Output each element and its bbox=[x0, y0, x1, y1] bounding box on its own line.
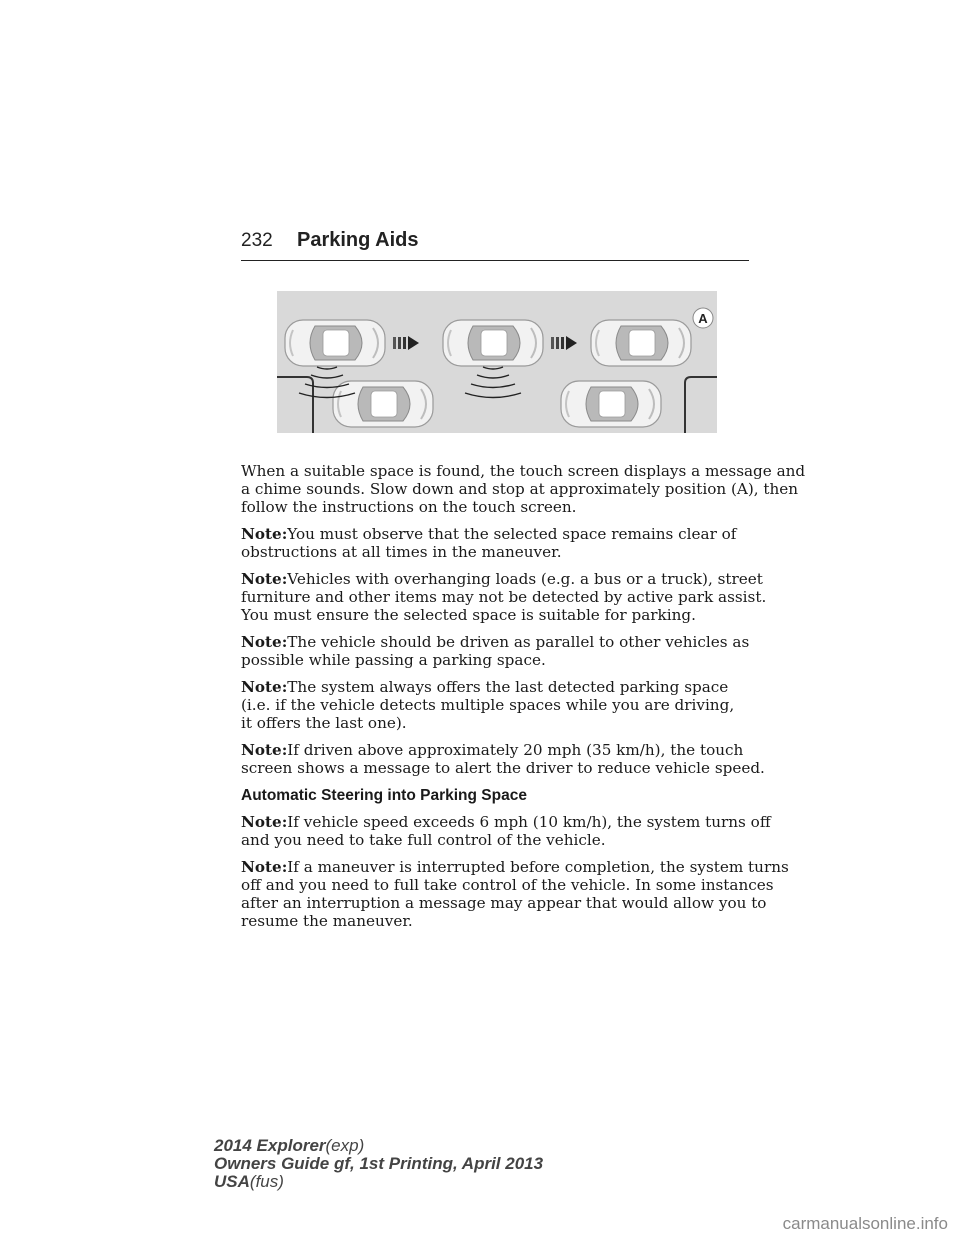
note-label: Note: bbox=[241, 741, 288, 759]
direction-arrow-1 bbox=[393, 336, 419, 350]
footer-market: USA bbox=[214, 1172, 250, 1191]
curb-right bbox=[685, 377, 717, 433]
footer-model: 2014 Explorer bbox=[214, 1136, 326, 1155]
parked-car-1 bbox=[333, 381, 433, 427]
parking-illustration bbox=[277, 291, 717, 433]
note-paragraph: Note:If a maneuver is interrupted before completion, the system turns off and you need to full take control of the vehicle. In some instances after an interruption a message may appear that would allow you to resume the maneuver. bbox=[241, 858, 789, 930]
sensor-waves-2 bbox=[465, 367, 521, 398]
note-paragraph: Note:If vehicle speed exceeds 6 mph (10 km/h), the system turns off and you need to take full control of the vehicle. bbox=[241, 813, 771, 849]
body-text bbox=[241, 462, 806, 939]
footer-model-code: (exp) bbox=[325, 1136, 365, 1155]
subheading: Automatic Steering into Parking Space bbox=[241, 787, 527, 804]
note-label: Note: bbox=[241, 633, 288, 651]
direction-arrow-2 bbox=[551, 336, 577, 350]
section-title: Parking Aids bbox=[297, 229, 419, 251]
note-label: Note: bbox=[241, 858, 288, 876]
footer-market-code: (fus) bbox=[249, 1172, 284, 1191]
moving-car-2 bbox=[443, 320, 543, 366]
note-label: Note: bbox=[241, 525, 288, 543]
note-label: Note: bbox=[241, 813, 288, 831]
note-paragraph: Note:The vehicle should be driven as parallel to other vehicles as possible while passing a parking space. bbox=[241, 633, 750, 669]
page-footer bbox=[214, 1137, 543, 1191]
note-label: Note: bbox=[241, 570, 288, 588]
note-paragraph: Note:The system always offers the last detected parking space (i.e. if the vehicle detects multiple spaces while you are driving, it offers the last one). bbox=[241, 678, 735, 732]
callout-a-label: A bbox=[698, 311, 708, 326]
intro-paragraph: When a suitable space is found, the touch screen displays a message and a chime sounds. Slow down and stop at approximately position (A), then follow the instructions on the touch screen. bbox=[241, 462, 806, 516]
page-header bbox=[241, 228, 749, 261]
note-paragraph: Note:You must observe that the selected space remains clear of obstructions at all times in the maneuver. bbox=[241, 525, 737, 561]
note-paragraph: Note:Vehicles with overhanging loads (e.g. a bus or a truck), street furniture and other items may not be detected by active park assist. You must ensure the selected space is suitable for parking. bbox=[241, 570, 767, 624]
note-paragraph: Note:If driven above approximately 20 mph (35 km/h), the touch screen shows a message to alert the driver to reduce vehicle speed. bbox=[241, 741, 765, 777]
parked-car-2 bbox=[561, 381, 661, 427]
moving-car-1 bbox=[285, 320, 385, 366]
watermark: carmanualsonline.info bbox=[782, 1214, 948, 1233]
moving-car-3 bbox=[591, 320, 691, 366]
parking-diagram-svg bbox=[277, 291, 717, 433]
footer-guide-info: Owners Guide gf, 1st Printing, April 2013 bbox=[214, 1154, 544, 1173]
page-number: 232 bbox=[241, 230, 273, 251]
note-label: Note: bbox=[241, 678, 288, 696]
